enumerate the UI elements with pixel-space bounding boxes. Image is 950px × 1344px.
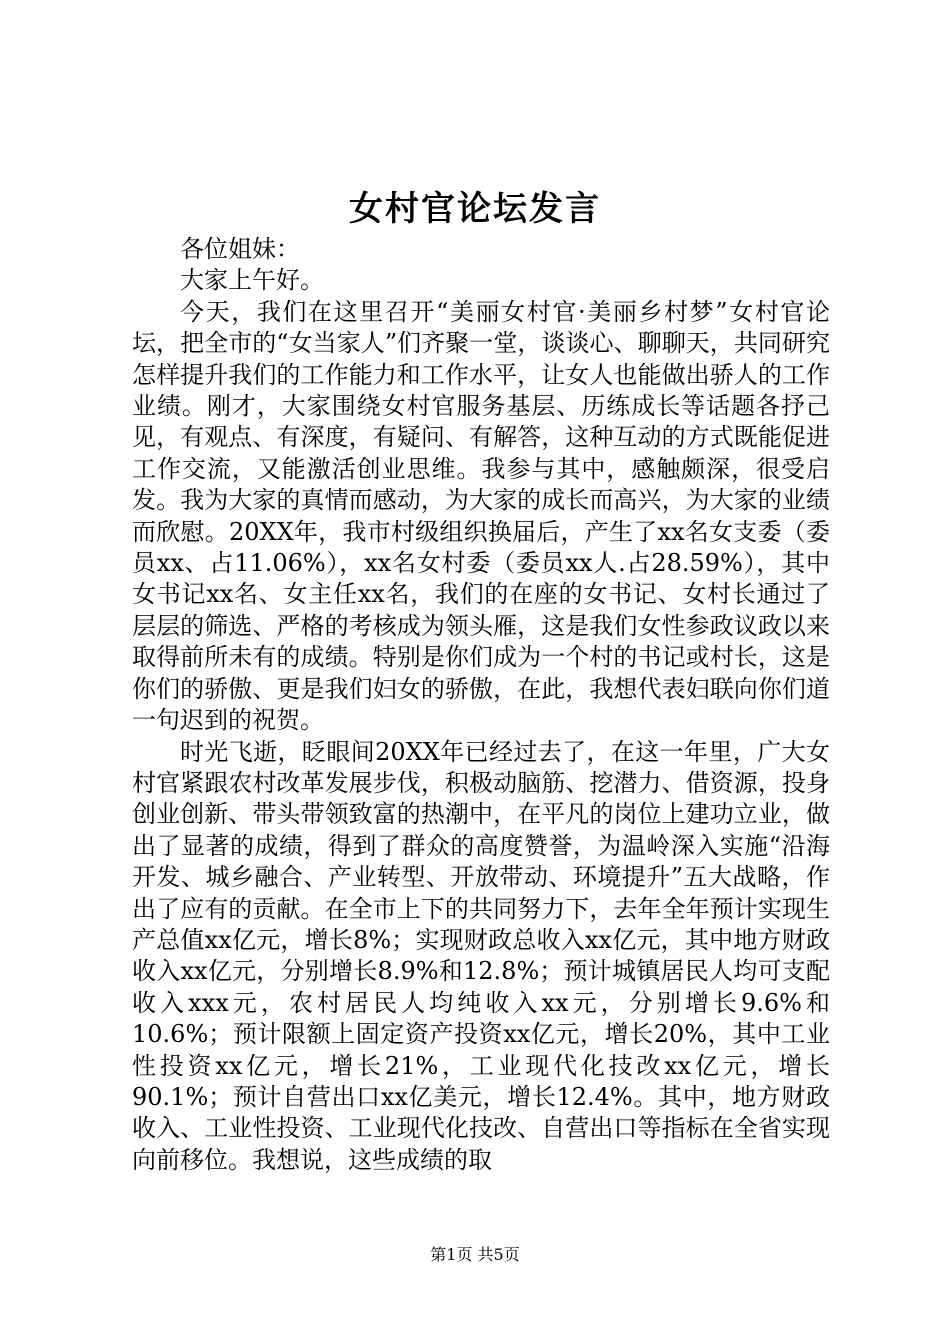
paragraph-opening: 今天，我们在这里召开“美丽女村官·美丽乡村梦”女村官论坛，把全市的“女当家人”们齐聚一堂，谈谈心、聊聊天，共同研究怎样提升我们的工作能力和工作水平，让女人也能做出骄人的工作业绩。刚才，大家围绕女村官服务基层、历练成长等话题各抒己见，有观点、有深度，有疑问、有解答，这种互动的方式既能促进工作交流，又能激活创业思维。我参与其中，感触颇深，很受启发。我为大家的真情而感动，为大家的成长而高兴，为大家的业绩而欣慰。20XX年，我市村级组织换届后，产生了xx名女支委（委员xx、占11.06%），xx名女村委（委员xx人.占28.59%），其中女书记xx名、女主任xx名，我们的在座的女书记、女村长通过了层层的筛选、严格的考核成为领头雁，这是我们女性参政议政以来取得前所未有的成绩。特别是你们成为一个村的书记或村长，这是你们的骄傲、更是我们妇女的骄傲，在此，我想代表妇联向你们道一句迟到的祝贺。 [132, 297, 830, 735]
document-body [132, 234, 830, 1176]
document-title: 女村官论坛发言 [349, 189, 601, 229]
page-footer: 第1页 共5页 [430, 1245, 520, 1264]
paragraph-greeting: 大家上午好。 [180, 266, 324, 295]
paragraph-salutation: 各位姐妹： [180, 235, 300, 263]
paragraph-achievements: 时光飞逝，眨眼间20XX年已经过去了，在这一年里，广大女村官紧跟农村改革发展步伐，积极动脑筋、挖潜力、借资源，投身创业创新、带头带领致富的热潮中，在平凡的岗位上建功立业，做出了显著的成绩，得到了群众的高度赞誉，为温岭深入实施“沿海开发、城乡融合、产业转型、开放带动、环境提升”五大战略，作出了应有的贡献。在全市上下的共同努力下，去年全年预计实现生产总值xx亿元，增长8%；实现财政总收入xx亿元，其中地方财政收入xx亿元，分别增长8.9%和12.8%；预计城镇居民人均可支配收入xxx元，农村居民人均纯收入xx元，分别增长9.6%和10.6%；预计限额上固定资产投资xx亿元，增长20%，其中工业性投资xx亿元，增长21%，工业现代化技改xx亿元，增长90.1%；预计自营出口xx亿美元，增长12.4%。其中，地方财政收入、工业性投资、工业现代化技改、自营出口等指标在全省实现向前移位。我想说，这些成绩的取 [132, 737, 830, 1174]
